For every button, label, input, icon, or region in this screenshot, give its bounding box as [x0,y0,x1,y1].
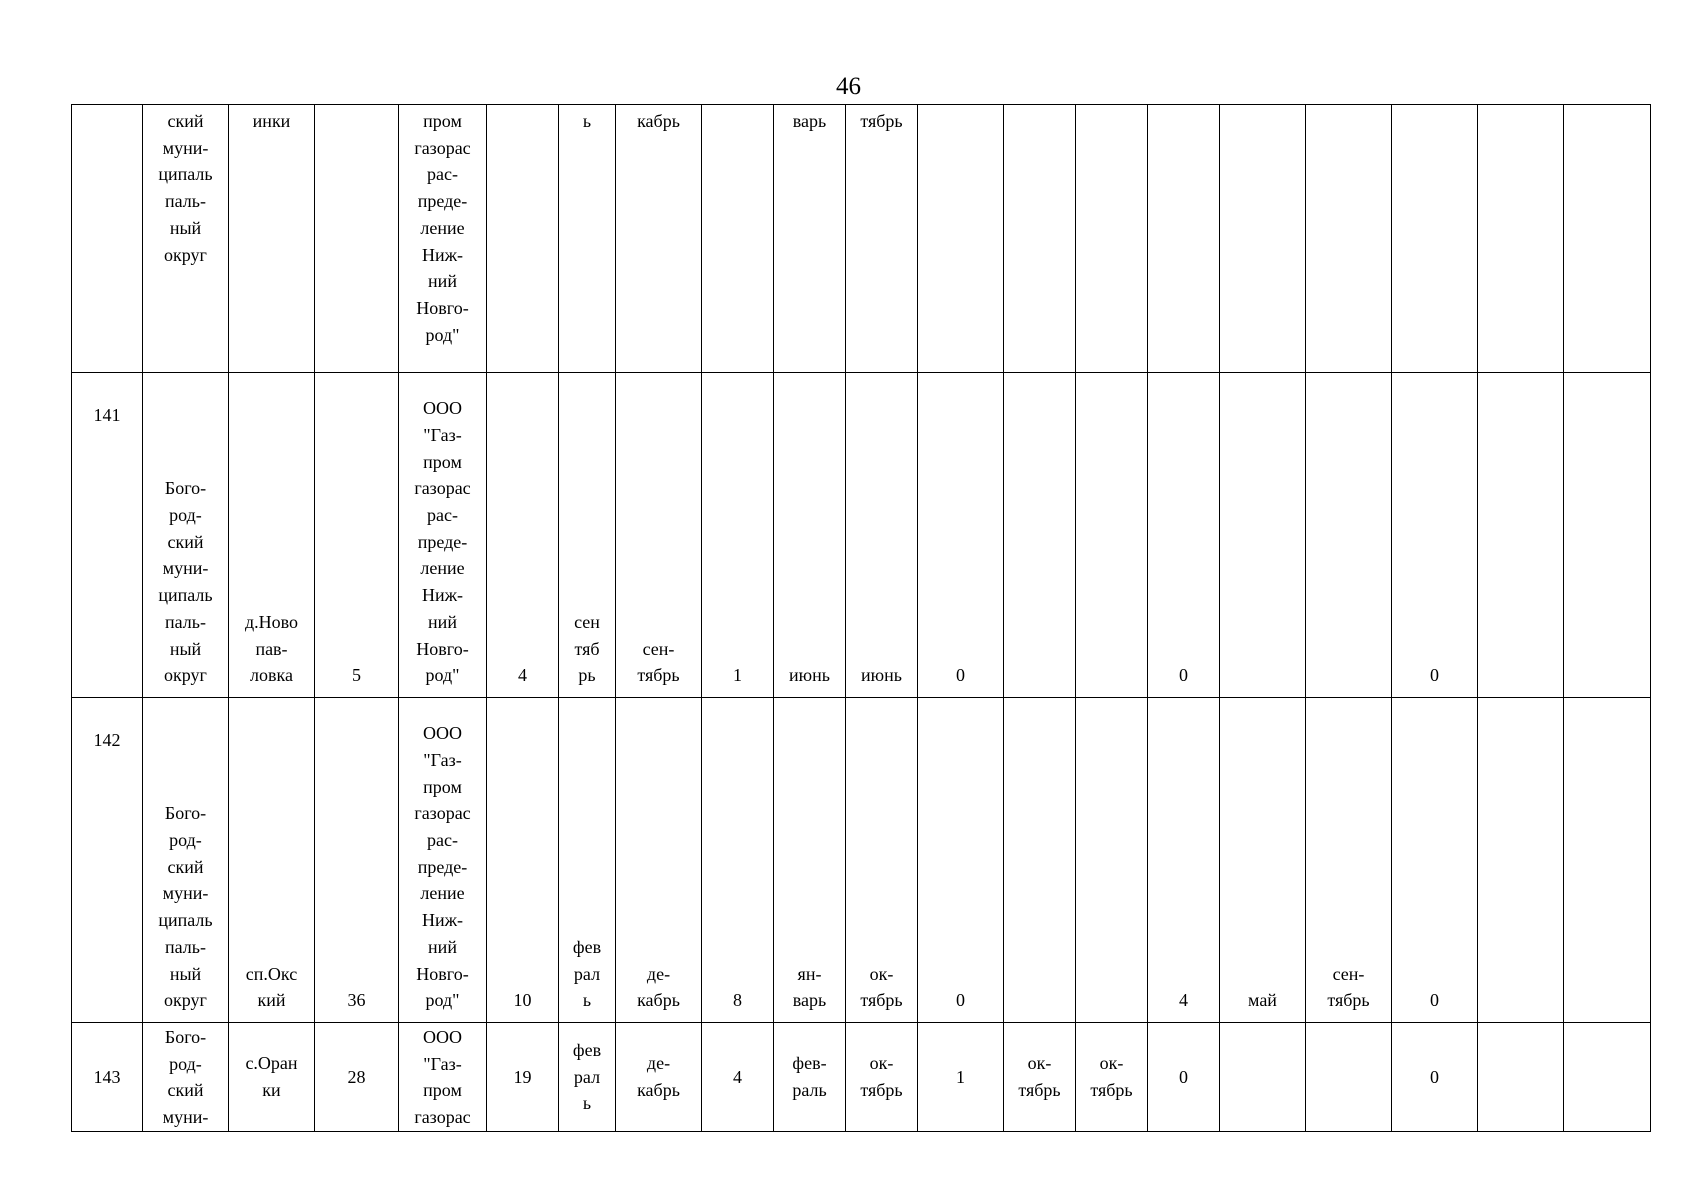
table-cell: ок- тябрь [846,1023,918,1132]
table-cell: кабрь [616,105,702,373]
table-cell: 28 [315,1023,399,1132]
table-cell: 0 [1148,373,1220,698]
table-cell: 1 [702,373,774,698]
organization-cell: ООО "Газ- пром газорас [399,1023,487,1132]
row-number-cell: 143 [72,1023,143,1132]
table-cell [1478,1023,1564,1132]
district-cell: ский муни- ципаль паль- ный округ [143,105,229,373]
table-cell: 10 [487,698,559,1023]
organization-cell: ООО "Газ- пром газорас рас- преде- ление Ниж- ний Новго- род" [399,698,487,1023]
table-cell [1076,698,1148,1023]
table-cell [1564,1023,1651,1132]
table-cell: фев рал ь [559,1023,616,1132]
settlement-cell: инки [229,105,315,373]
table-cell [1306,373,1392,698]
table-cell: 1 [918,1023,1004,1132]
table-cell [1478,105,1564,373]
table-cell: сен- тябрь [616,373,702,698]
table-cell [1076,373,1148,698]
table-cell: июнь [846,373,918,698]
table-row [72,105,1651,373]
table-cell: 4 [1148,698,1220,1023]
table-row [72,698,1651,1023]
table-cell: варь [774,105,846,373]
table-cell [1564,105,1651,373]
settlement-cell: сп.Окс кий [229,698,315,1023]
table-cell [1004,698,1076,1023]
table-cell [1220,373,1306,698]
settlement-cell: д.Ново пав- ловка [229,373,315,698]
table-cell [487,105,559,373]
table-cell [1306,105,1392,373]
table-cell: фев- раль [774,1023,846,1132]
district-cell: Бого- род- ский муни- [143,1023,229,1132]
table-cell: 8 [702,698,774,1023]
table-cell [1478,698,1564,1023]
table-row [72,1023,1651,1132]
table-row [72,373,1651,698]
table-cell: 36 [315,698,399,1023]
row-number-cell [72,373,143,698]
table-cell: 19 [487,1023,559,1132]
table-cell: тябрь [846,105,918,373]
row-number-cell [72,698,143,1023]
table-cell [1564,698,1651,1023]
table-cell [918,105,1004,373]
table-cell: 0 [918,373,1004,698]
table-cell: май [1220,698,1306,1023]
table-cell: июнь [774,373,846,698]
table-cell: 0 [1392,698,1478,1023]
table-cell: 0 [1148,1023,1220,1132]
table-cell [1478,373,1564,698]
page-number: 46 [836,73,861,100]
table-cell: 0 [1392,1023,1478,1132]
table-cell [1076,105,1148,373]
table-cell: 0 [918,698,1004,1023]
table-cell: де- кабрь [616,698,702,1023]
row-number: 142 [93,729,121,750]
table-cell: 4 [702,1023,774,1132]
table-cell: сен- тябрь [1306,698,1392,1023]
organization-cell: пром газорас рас- преде- ление Ниж- ний Новго- род" [399,105,487,373]
table-cell: сен тяб рь [559,373,616,698]
table-cell [1392,105,1478,373]
table-cell: ок- тябрь [1076,1023,1148,1132]
table-cell [1220,105,1306,373]
table-cell [1004,373,1076,698]
row-number-cell [72,105,143,373]
table-cell: 5 [315,373,399,698]
table-cell: де- кабрь [616,1023,702,1132]
table-cell: фев рал ь [559,698,616,1023]
table-cell: 4 [487,373,559,698]
settlement-cell: с.Оран ки [229,1023,315,1132]
data-table [71,104,1651,1132]
table-cell [1306,1023,1392,1132]
table-cell: ь [559,105,616,373]
table-cell [315,105,399,373]
table-cell [1564,373,1651,698]
table-cell: ок- тябрь [1004,1023,1076,1132]
organization-cell: ООО "Газ- пром газорас рас- преде- ление Ниж- ний Новго- род" [399,373,487,698]
table-cell [1148,105,1220,373]
district-cell: Бого- род- ский муни- ципаль паль- ный округ [143,698,229,1023]
row-number: 141 [93,404,121,425]
table-cell: 0 [1392,373,1478,698]
table-cell: ян- варь [774,698,846,1023]
table-cell [1004,105,1076,373]
district-cell: Бого- род- ский муни- ципаль паль- ный округ [143,373,229,698]
table-cell: ок- тябрь [846,698,918,1023]
table-cell [702,105,774,373]
table-cell [1220,1023,1306,1132]
